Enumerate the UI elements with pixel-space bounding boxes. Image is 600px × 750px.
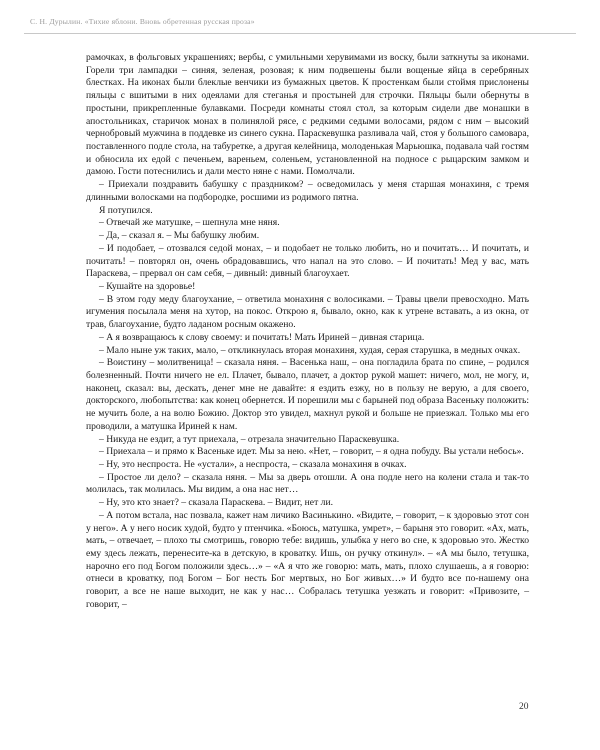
page-number: 20 bbox=[519, 702, 529, 712]
paragraph: – Ну, это неспроста. Не «устали», а неспроста, – сказала монахиня в очках. bbox=[99, 459, 407, 470]
paragraph: – Отвечай же матушке, – шепнула мне няня. bbox=[99, 217, 280, 229]
paragraph: Я потупился. bbox=[99, 204, 153, 216]
paragraph: – В этом году меду благоухание, – ответила монахиня с волосиками. – Травы цвели превосходно. Мать игумения посылала меня на хутор, на покос. Открою я, бывало, окно, как к утрене вставать, а из окна, от трав, благоухание, будто ладаном росным окажено. bbox=[86, 293, 529, 331]
paragraph: рамочках, в фольговых украшениях; вербы, с умильными херувимами из воску, были заткнуты за иконами. Горели три лампадки – синяя, зеленая, розовая; к ним подвешены были вощеные яйца в серебряных блестках. На иконах были блеклые венчики из бумажных цветов. К простенкам были стоймя прислонены пяльцы с вшитыми в них одеялами для стеганья и простыней для строчки. Пяльцы были обернуты в простыни, прикрепленные булавками. Посреди комнаты стоял стол, за которым сидели две монашки в апостольниках, старичок монах в полинялой рясе, с редкими седыми волосами, рядом с ним – высокий чернобровый мужчина в поддевке из синего сукна. Параскевушка разливала чай, стоя у большого самовара, поставленного подле стола, на табуретке, а другая келейница, молоденькая Марьюшка, подавала чай гостям и обносила их едой с печеньем, вареньем, соленьем, установленной на подносе с рыцарским замком и дамою. Гости потеснились и дали место няне с нами. Помолчали. bbox=[86, 52, 529, 178]
paragraph: – Кушайте на здоровье! bbox=[99, 280, 196, 292]
paragraph: – Приехала – и прямо к Васеньке идет. Мы за нею. «Нет, – говорит, – я одна побуду. Вы устали небось». bbox=[99, 446, 524, 458]
paragraph: – А потом встала, нас позвала, кажет нам личико Васинькино. «Видите, – говорит, – к здоровью этот сон у него». А у него носик худой, будто у птенчика. «Боюсь, матушка, умрет», – барыня это говорит. «Ах, мать, мать, – отвечает, – плохо ты смотришь, говорю тебе: видишь, улыбка у него во сне, к здоровью это. Жестко ему здесь лежать, перенесите-ка в детскую, в кроватку. Ишь, он ручку откинул». – «А мы было, тетушка, нарочно его под Богом положили здесь…» – «А я что же говорю: мать, мать, плохо слушаешь, а я говорю: отнеси в кроватку, под Богом – Бог несть Бог мертвых, но Бог живых…» И будто все по-нашему она говорит, а все не наше выходит, не как у нас… Собралась тетушка уезжать и говорит: «Привозите, – говорит, – bbox=[86, 509, 529, 610]
body-text bbox=[86, 52, 529, 612]
paragraph: – А я возвращаюсь к слову своему: и почитать! Мать Ириней – дивная старица. bbox=[99, 331, 425, 343]
paragraph: – Приехали поздравить бабушку с праздником? – осведомилась у меня старшая монахиня, с тремя длинными волосками на подбородке, росшими из родимого пятна. bbox=[86, 179, 529, 203]
paragraph: – Да, – сказал я. – Мы бабушку любим. bbox=[99, 230, 260, 242]
paragraph: – Никуда не ездит, а тут приехала, – отрезала значительно Параскевушка. bbox=[99, 433, 400, 445]
paragraph: – Воистину – молитвеница! – сказала няня. – Васенька наш, – она погладила брата по спине, – родился болезненный. Почти ничего не ел. Плачет, бывало, плачет, а доктор рукой машет: ничего, мол, не могу, и, наконец, сказал: вы, дескать, денег мне не давайте: я ездить езжу, но в пользу не верую, а для своего, докторского, любопытства: как конец обернется. И порешили мы с барыней под образа Васеньку положить: не мучить боле, а на волю Божию. Доктор это увидел, махнул рукой и больше не приезжал. Только мы его проводили, а матушка Ириней к нам. bbox=[86, 357, 529, 432]
paragraph: – Мало ныне уж таких, мало, – откликнулась вторая монахиня, худая, серая старушка, в медных очках. bbox=[99, 344, 521, 356]
paragraph: – Ну, это кто знает? – сказала Параскева. – Видит, нет ли. bbox=[99, 497, 333, 509]
paragraph: – И подобает, – отозвался седой монах, – и подобает не только любить, но и почитать… И почитать, и почитать! – повторял он, очень обрадовавшись, что напал на это слово. – И почитать! Мед у вас, мать Параскева, – прервал он сам себя, – дивный: дивный благоухает. bbox=[86, 242, 529, 280]
paragraph: – Простое ли дело? – сказала няня. – Мы за дверь отошли. А она подле него на колени стала и так-то молилась, так молилась. Мы видим, а она нас нет… bbox=[86, 471, 529, 496]
running-head: С. Н. Дурылин. «Тихие яблони. Вновь обретенная русская проза» bbox=[30, 17, 255, 26]
header-divider bbox=[24, 33, 576, 34]
